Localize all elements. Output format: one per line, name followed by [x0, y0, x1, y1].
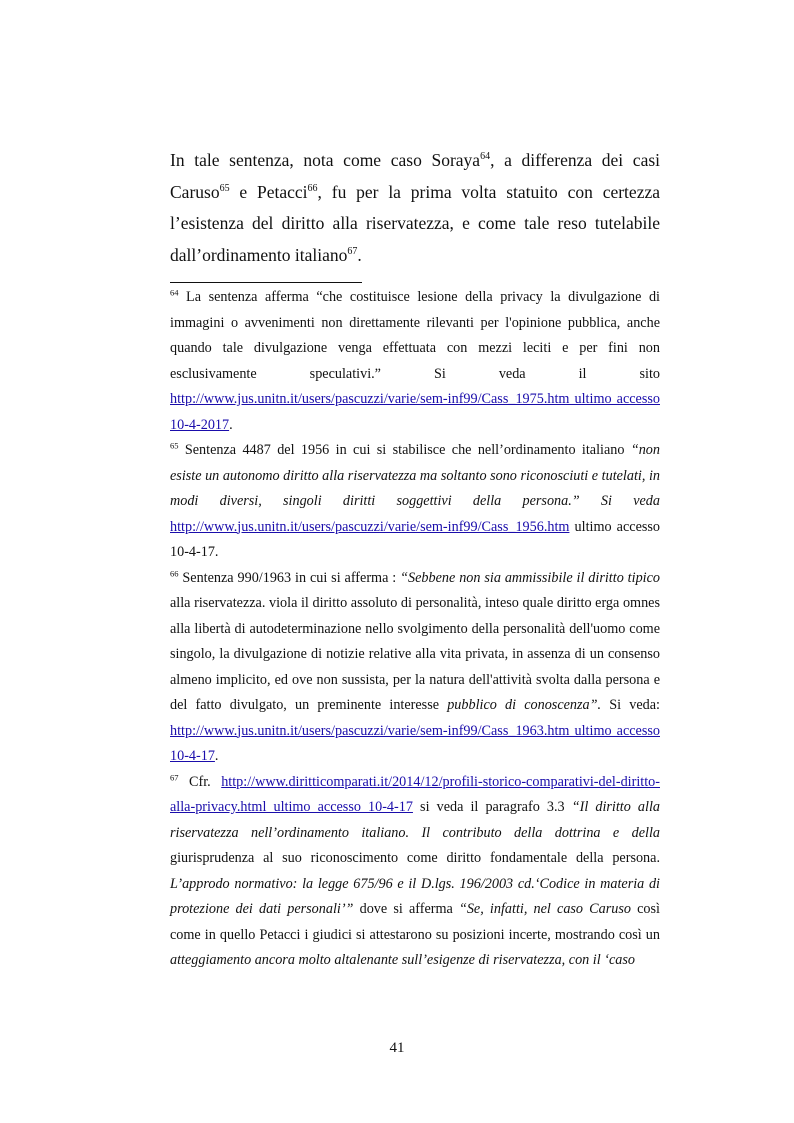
- footnote-link[interactable]: http://www.diritticomparati.it/2014/12/profili-storico-comparativi-del-diritto-alla-privacy.html ultimo accesso 10-4-17: [170, 773, 660, 815]
- footnote-number: 64: [170, 287, 179, 298]
- footnote-number: 66: [170, 567, 179, 578]
- footnote-ref-64[interactable]: 64: [480, 151, 491, 163]
- footnote-ref-66[interactable]: 66: [307, 182, 318, 194]
- body-text: In tale sentenza, nota come caso Soraya$^{64}$, a differenza dei casi Caruso$^{65}$ e Petacci$^{66}$, fu per la prima volta statuito con certezza l’esistenza del diritto alla riservatezza, e come tale reso tutelabile dall’ordinamento italiano$^{67}$.: [170, 150, 661, 265]
- footnote-link[interactable]: http://www.jus.unitn.it/users/pascuzzi/varie/sem-inf99/Cass_1956.htm: [170, 518, 570, 535]
- page-number: 41: [389, 1040, 405, 1056]
- footnote-number: 67: [170, 771, 179, 782]
- footnote-number: 65: [170, 440, 179, 451]
- footnote-link[interactable]: http://www.jus.unitn.it/users/pascuzzi/varie/sem-inf99/Cass_1963.htm ultimo accesso 10-4-17: [170, 722, 660, 764]
- footnote-67: $^{67}$ Cfr. http://www.diritticomparati.it/2014/12/profili-storico-comparativi-del-diritto-alla-privacy.html ultimo accesso 10-4-17 si veda il paragrafo 3.3 “Il diritto alla riservatezza nell’ordinamento italiano. Il contributo della dottrina e della giurisprudenza al suo riconoscimento come diritto fondamentale della persona. L’approdo normativo: la legge 675/96 e il D.lgs. 196/2003 cd.‘Codice in materia di protezione dei dati personali’” dove si afferma “Se, infatti, nel caso Caruso così come in quello Petacci i giudici si attestarono su posizioni incerte, mostrando così un atteggiamento ancora molto altalenante sull’esigenze di riservatezza, con il ‘caso: [170, 771, 660, 968]
- footnote-link[interactable]: http://www.jus.unitn.it/users/pascuzzi/varie/sem-inf99/Cass_1975.htm ultimo accesso 10-4-2017: [170, 391, 660, 433]
- footnote-65: $^{65}$ Sentenza 4487 del 1956 in cui si stabilisce che nell’ordinamento italiano “non esiste un autonomo diritto alla riservatezza ma soltanto sono riconosciuti e tutelati, in modi diversi, singoli diritti soggettivi della persona.” Si veda http://www.jus.unitn.it/users/pascuzzi/varie/sem-inf99/Cass_1956.htm ultimo accesso 10-4-17.: [170, 440, 660, 560]
- footnote-ref-67[interactable]: 67: [347, 245, 358, 257]
- footnote-ref-65[interactable]: 65: [219, 182, 230, 194]
- footnotes: [170, 285, 660, 974]
- footnote-separator: [170, 282, 362, 283]
- body-paragraph: [170, 145, 660, 271]
- footnote-66: $^{66}$ Sentenza 990/1963 in cui si afferma : “Sebbene non sia ammissibile il diritto tipico alla riservatezza. viola il diritto assoluto di personalità, inteso quale diritto erga omnes alla libertà di autodeterminazione nello svolgimento della personalità dell'uomo come singolo, la divulgazione di notizie relative alla vita privata, in assenza di un consenso almeno implicito, ed ove non sussista, per la natura dell'attività svolta dalla persona e del fatto divulgato, un preminente interesse pubblico di conoscenza”. Si veda: http://www.jus.unitn.it/users/pascuzzi/varie/sem-inf99/Cass_1963.htm ultimo accesso 10-4-17.: [170, 567, 660, 764]
- footnote-64: $^{64}$ La sentenza afferma “che costituisce lesione della privacy la divulgazione di immagini o avvenimenti non direttamente rilevanti per l'opinione pubblica, anche quando tale divulgazione venga effettuata con mezzi leciti e per fini non esclusivamente speculativi.” Si veda il sito http://www.jus.unitn.it/users/pascuzzi/varie/sem-inf99/Cass_1975.htm ultimo accesso 10-4-2017.: [170, 287, 660, 433]
